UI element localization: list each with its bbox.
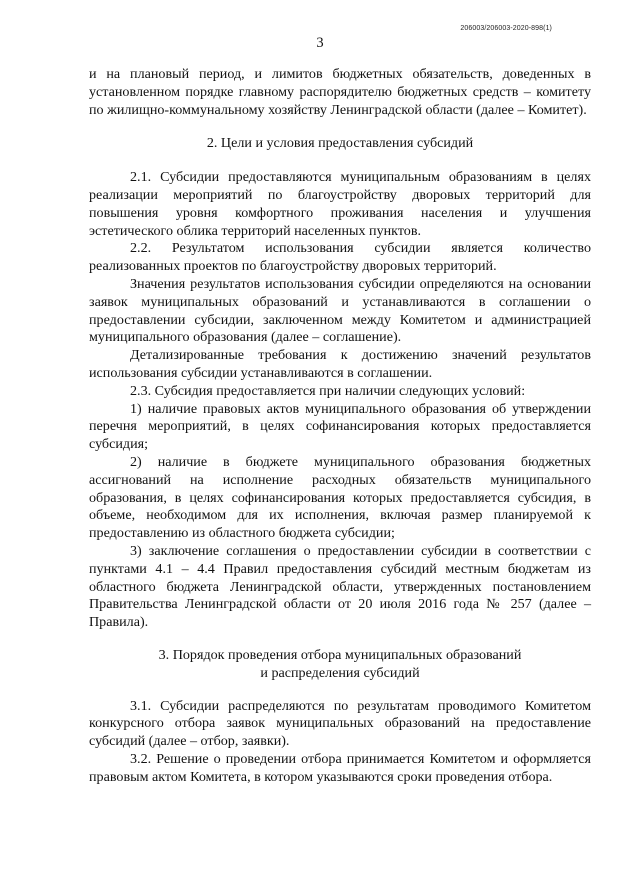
spacer: [89, 119, 591, 135]
spacer: [89, 683, 591, 698]
condition-3: 3) заключение соглашения о предоставлении субсидии в соответствии с пунктами 4.1 – 4.4 Правил предоставления субсидий местным бюджетам из областного бюджета Ленинградской области, утвержденных постановлением Правительства Ленинградской области от 20 июля 2016 года № 257 (далее – Правила).: [89, 542, 591, 631]
section-heading-3-line2: и распределения субсидий: [260, 664, 420, 681]
paragraph-intro: и на плановый период, и лимитов бюджетных обязательств, доведенных в установленном порядке главному распорядителю бюджетных средств – комитету по жилищно-коммунальному хозяйству Ленинградской области (далее – Комитет).: [89, 66, 591, 118]
paragraph-2-2: 2.2. Результатом использования субсидии является количество реализованных проектов по благоустройству дворовых территорий.: [89, 240, 591, 275]
section-heading-2: 2. Цели и условия предоставления субсидий: [206, 135, 474, 152]
condition-2: 2) наличие в бюджете муниципального образования бюджетных ассигнований на исполнение расходных обязательств муниципального образования, в целях софинансирования которых предоставляется субсидия, в объеме, необходимом для их исполнения, включая размер планируемой к предоставлению из областного бюджета субсидии;: [89, 453, 591, 542]
page-number: 3: [316, 35, 324, 51]
spacer: [89, 153, 591, 169]
section-heading-3-line1: 3. Порядок проведения отбора муниципальных образований: [158, 646, 522, 663]
condition-1: 1) наличие правовых актов муниципального образования об утверждении перечня мероприятий, в целях софинансирования которых предоставляется субсидия;: [89, 400, 591, 453]
paragraph-3-2: 3.2. Решение о проведении отбора принимается Комитетом и оформляется правовым актом Комитета, в котором указываются сроки проведения отбора.: [89, 750, 591, 785]
document-code: 206003/206003-2020-898(1): [460, 25, 552, 32]
paragraph-3-1: 3.1. Субсидии распределяются по результатам проводимого Комитетом конкурсного отбора заявок муниципальных образований на предоставление субсидий (далее – отбор, заявки).: [89, 697, 591, 750]
paragraph-detail: Детализированные требования к достижению значений результатов использования субсидии устанавливаются в соглашении.: [89, 347, 591, 381]
paragraph-2-1: 2.1. Субсидии предоставляются муниципальным образованиям в целях реализации мероприятий по благоустройству дворовых территорий для повышения уровня комфортного проживания населения и улучшения эстетического облика территорий населенных пунктов.: [89, 169, 591, 239]
document-body: [89, 66, 591, 786]
paragraph-2-3: 2.3. Субсидия предоставляется при наличии следующих условий:: [130, 382, 526, 399]
paragraph-values: Значения результатов использования субсидии определяются на основании заявок муниципальных образований и устанавливаются в соглашении о предоставлении субсидии, заключенном между Комитетом и администрацией муниципального образования (далее – соглашение).: [89, 275, 591, 346]
spacer: [89, 632, 591, 647]
